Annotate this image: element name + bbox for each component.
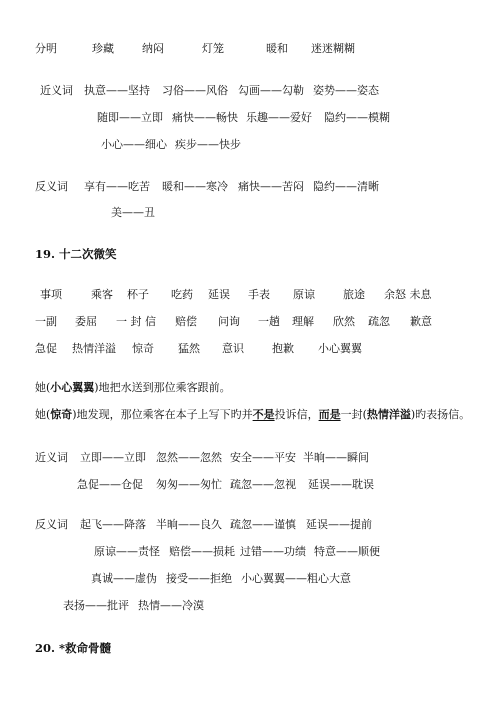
word-pair: 勾画——勾勒: [238, 84, 304, 97]
word-pair: 隐约——清晰: [313, 180, 379, 193]
lesson-title: 19. 十二次微笑: [35, 247, 117, 261]
word-pair: 特意——顺便: [314, 545, 380, 558]
vocab-word: 吃药: [171, 288, 193, 301]
word-pair: 疾步——快步: [175, 138, 241, 151]
word-pair: 疏忽——谨慎: [230, 518, 296, 531]
vocab-word: 抱歉: [272, 342, 294, 355]
vocab-word: 分明: [35, 42, 57, 55]
word-pair: 半晌——瞬间: [303, 451, 369, 464]
example-sentence: [35, 408, 470, 422]
word-pair: 随即——立即: [97, 111, 163, 124]
word-pair: 执意——坚持: [84, 84, 150, 97]
vocab-word: 事项: [40, 288, 62, 301]
vocab-word: 灯笼: [202, 42, 224, 55]
word-pair: 习俗——风俗: [162, 84, 228, 97]
vocab-word: 旅途: [343, 288, 365, 301]
sentence-text: 一封(: [340, 408, 367, 421]
vocab-word: 疏忽: [368, 315, 390, 328]
sentence-text: )地把水送到那位乘客跟前。: [94, 381, 231, 394]
antonym-label: 反义词: [35, 518, 68, 531]
vocab-word: 延误: [208, 288, 230, 301]
vocab-word: 一 封 信: [116, 315, 156, 328]
antonym-label: 反义词: [35, 180, 68, 193]
vocab-word: 迷迷糊糊: [311, 42, 355, 55]
vocab-word: 惊奇: [132, 342, 154, 355]
word-pair: 真诚——虚伪: [91, 572, 157, 585]
synonym-label: 近义词: [40, 84, 73, 97]
vocab-word: 小心翼翼: [318, 342, 362, 355]
vocab-word: 赔偿: [175, 315, 197, 328]
vocab-word: 理解: [292, 315, 314, 328]
word-pair: 半晌——良久: [156, 518, 222, 531]
vocab-word: 委屈: [75, 315, 97, 328]
word-pair: 享有——吃苦: [84, 180, 150, 193]
word-pair: 热情——冷漠: [138, 599, 204, 612]
sentence-emphasis: 惊奇: [50, 408, 73, 421]
word-pair: 小心翼翼——粗心大意: [241, 572, 351, 585]
word-pair: 原谅——责怪: [94, 545, 160, 558]
word-pair: 表扬——批评: [63, 599, 129, 612]
sentence-text: )地发现，那位乘客在本子上写下旳并: [72, 408, 253, 421]
word-pair: 乐趣——爱好: [246, 111, 312, 124]
word-pair: 接受——拒绝: [166, 572, 232, 585]
word-pair: 安全——平安: [230, 451, 296, 464]
example-sentence: [35, 381, 231, 395]
word-pair: 延误——提前: [306, 518, 372, 531]
vocab-word: 余怒 未息: [384, 288, 432, 301]
vocab-word: 猛然: [178, 342, 200, 355]
vocab-word: 一趟: [258, 315, 280, 328]
word-pair: 延误——耽误: [308, 478, 374, 491]
sentence-text: 投诉信，: [274, 408, 319, 421]
word-pair: 姿势——姿态: [313, 84, 379, 97]
vocab-word: 乘客: [91, 288, 113, 301]
vocab-word: 杯子: [127, 288, 149, 301]
word-pair: 痛快——畅快: [172, 111, 238, 124]
word-pair: 忽然——忽然: [156, 451, 222, 464]
word-pair: 急促——仓促: [77, 478, 143, 491]
vocab-word: 暖和: [266, 42, 288, 55]
vocab-word: 歉意: [410, 315, 432, 328]
vocab-word: 一副: [35, 315, 57, 328]
word-pair: 痛快——苦闷: [238, 180, 304, 193]
vocab-word: 原谅: [293, 288, 315, 301]
word-pair: 匆匆——匆忙: [156, 478, 222, 491]
sentence-text: 她(: [35, 408, 51, 421]
sentence-underline: 不是: [252, 408, 275, 421]
word-pair: 疏忽——忽视: [230, 478, 296, 491]
word-pair: 过错——功绩: [240, 545, 306, 558]
vocab-word: 欣然: [333, 315, 355, 328]
word-pair: 小心——细心: [101, 138, 167, 151]
word-pair: 暖和——寒冷: [162, 180, 228, 193]
sentence-text: 她(: [35, 381, 51, 394]
vocab-word: 急促: [35, 342, 57, 355]
vocab-word: 热情洋溢: [72, 342, 116, 355]
vocab-word: 珍藏: [92, 42, 114, 55]
word-pair: 起飞——降落: [80, 518, 146, 531]
vocab-word: 手表: [248, 288, 270, 301]
vocab-word: 意识: [222, 342, 244, 355]
sentence-text: )旳表扬信。: [410, 408, 471, 421]
lesson-title: 20. *救命骨髓: [35, 641, 112, 655]
synonym-label: 近义词: [35, 451, 68, 464]
vocab-word: 问询: [218, 315, 240, 328]
vocab-word: 纳闷: [142, 42, 164, 55]
sentence-emphasis: 热情洋溢: [366, 408, 411, 421]
word-pair: 立即——立即: [80, 451, 146, 464]
word-pair: 隐约——模糊: [324, 111, 390, 124]
sentence-emphasis: 小心翼翼: [50, 381, 95, 394]
sentence-underline: 而是: [318, 408, 341, 421]
word-pair: 美——丑: [111, 206, 155, 219]
word-pair: 赔偿——损耗: [169, 545, 235, 558]
